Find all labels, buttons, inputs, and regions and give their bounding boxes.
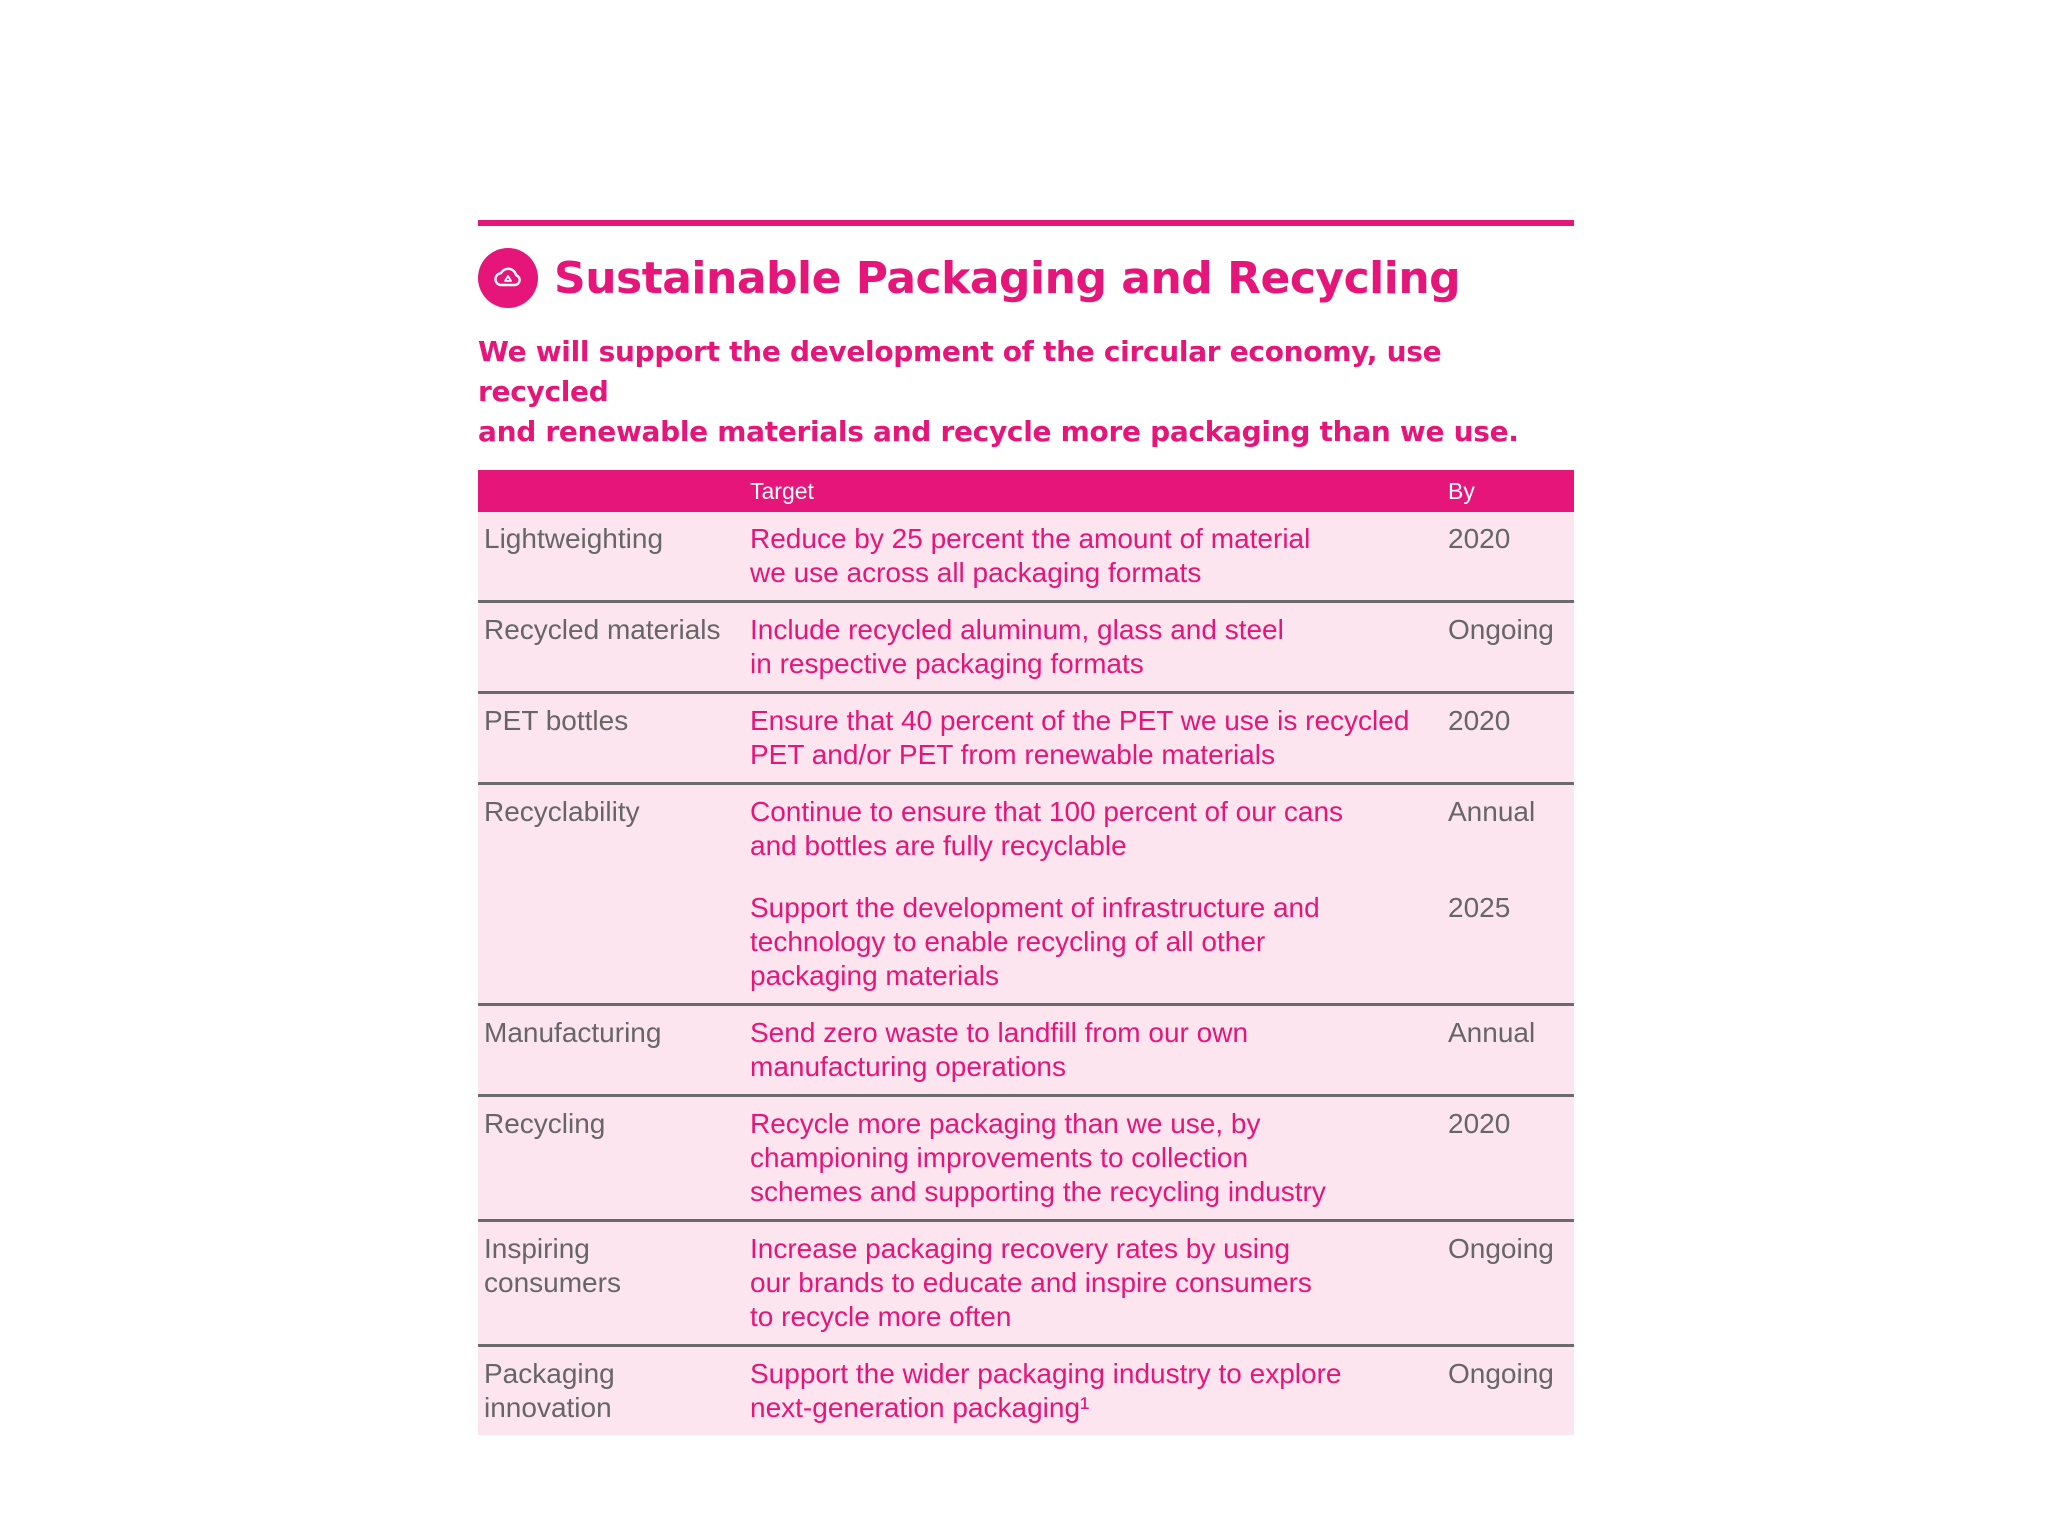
target-line: packaging materials	[750, 960, 1000, 991]
column-header-by: By	[1448, 477, 1475, 504]
row-label	[478, 1222, 750, 1344]
target-text	[750, 1357, 1448, 1425]
table-row	[478, 782, 1574, 1003]
row-targets	[750, 1347, 1574, 1435]
row-label-line: Recycling	[484, 1108, 606, 1139]
row-targets	[750, 785, 1574, 1003]
target-line: Recycle more packaging than we use, by	[750, 1108, 1261, 1139]
row-label-line: consumers	[484, 1267, 621, 1298]
table-row	[478, 1094, 1574, 1219]
target-line: championing improvements to collection	[750, 1142, 1249, 1173]
target-entry	[750, 1222, 1574, 1344]
target-line: Support the development of infrastructure and	[750, 892, 1320, 923]
row-label	[478, 1006, 750, 1094]
subtitle-line: and renewable materials and recycle more packaging than we use.	[478, 415, 1519, 448]
row-label-line: PET bottles	[484, 705, 629, 736]
target-entry	[750, 694, 1574, 782]
row-label	[478, 603, 750, 691]
target-text	[750, 613, 1448, 681]
by-value: Annual	[1448, 796, 1536, 827]
target-text	[750, 795, 1448, 863]
target-line: Continue to ensure that 100 percent of our cans	[750, 796, 1344, 827]
by-value: 2025	[1448, 892, 1511, 923]
target-line: PET and/or PET from renewable materials	[750, 739, 1275, 770]
target-text	[750, 1232, 1448, 1334]
row-label-line: Inspiring	[484, 1233, 590, 1264]
target-text	[750, 1016, 1448, 1084]
target-text	[750, 891, 1448, 993]
row-label-line: Packaging	[484, 1358, 615, 1389]
target-line: Include recycled aluminum, glass and steel	[750, 614, 1284, 645]
target-line: manufacturing operations	[750, 1051, 1066, 1082]
top-rule	[478, 220, 1574, 226]
table-row	[478, 691, 1574, 782]
by-value: Annual	[1448, 1017, 1536, 1048]
by-value: Ongoing	[1448, 1358, 1554, 1389]
target-line: Increase packaging recovery rates by using	[750, 1233, 1291, 1264]
row-targets	[750, 603, 1574, 691]
target-line: and bottles are fully recyclable	[750, 830, 1127, 861]
by-value: 2020	[1448, 523, 1511, 554]
row-targets	[750, 1222, 1574, 1344]
row-label-line: Manufacturing	[484, 1017, 662, 1048]
target-line: to recycle more often	[750, 1301, 1012, 1332]
row-label-line: Recycled materials	[484, 614, 721, 645]
target-line: we use across all packaging formats	[750, 557, 1202, 588]
target-entry	[750, 785, 1574, 873]
row-label	[478, 1097, 750, 1219]
target-entry	[750, 1006, 1574, 1094]
target-line: technology to enable recycling of all other	[750, 926, 1266, 957]
by-value: Ongoing	[1448, 1233, 1554, 1264]
target-entry	[750, 603, 1574, 691]
targets-table	[478, 470, 1574, 1435]
target-line: in respective packaging formats	[750, 648, 1144, 679]
table-row	[478, 600, 1574, 691]
row-targets	[750, 1097, 1574, 1219]
row-label-line: Recyclability	[484, 796, 640, 827]
target-entry	[750, 1347, 1574, 1435]
target-entry	[750, 1097, 1574, 1219]
target-line: schemes and supporting the recycling industry	[750, 1176, 1326, 1207]
table-row	[478, 1344, 1574, 1435]
by-value: Ongoing	[1448, 614, 1554, 645]
target-text	[750, 522, 1448, 590]
page-title: Sustainable Packaging and Recycling	[554, 252, 1461, 304]
subtitle-line: We will support the development of the circular economy, use recycled	[478, 335, 1442, 408]
target-line: Reduce by 25 percent the amount of material	[750, 523, 1311, 554]
target-line: Support the wider packaging industry to explore	[750, 1358, 1342, 1389]
title-row	[478, 246, 1574, 310]
row-targets	[750, 694, 1574, 782]
target-text	[750, 704, 1448, 772]
table-body	[478, 512, 1574, 1435]
row-targets	[750, 512, 1574, 600]
row-label	[478, 512, 750, 600]
by-value: 2020	[1448, 705, 1511, 736]
row-label	[478, 785, 750, 1003]
subtitle	[478, 332, 1574, 452]
table-header	[478, 470, 1574, 512]
row-targets	[750, 1006, 1574, 1094]
target-line: Ensure that 40 percent of the PET we use is recycled	[750, 705, 1410, 736]
target-entry	[750, 873, 1574, 1003]
target-line: next-generation packaging¹	[750, 1392, 1090, 1423]
table-row	[478, 512, 1574, 600]
row-label-line: innovation	[484, 1392, 612, 1423]
target-line: our brands to educate and inspire consumers	[750, 1267, 1312, 1298]
table-row	[478, 1219, 1574, 1344]
target-entry	[750, 512, 1574, 600]
row-label-line: Lightweighting	[484, 523, 664, 554]
by-value: 2020	[1448, 1108, 1511, 1139]
row-label	[478, 1347, 750, 1435]
table-row	[478, 1003, 1574, 1094]
column-header-target: Target	[750, 477, 814, 504]
row-label	[478, 694, 750, 782]
target-line: Send zero waste to landfill from our own	[750, 1017, 1249, 1048]
sustainable-packaging-panel	[478, 220, 1574, 1435]
recycle-cloud-icon	[478, 248, 538, 308]
target-text	[750, 1107, 1448, 1209]
